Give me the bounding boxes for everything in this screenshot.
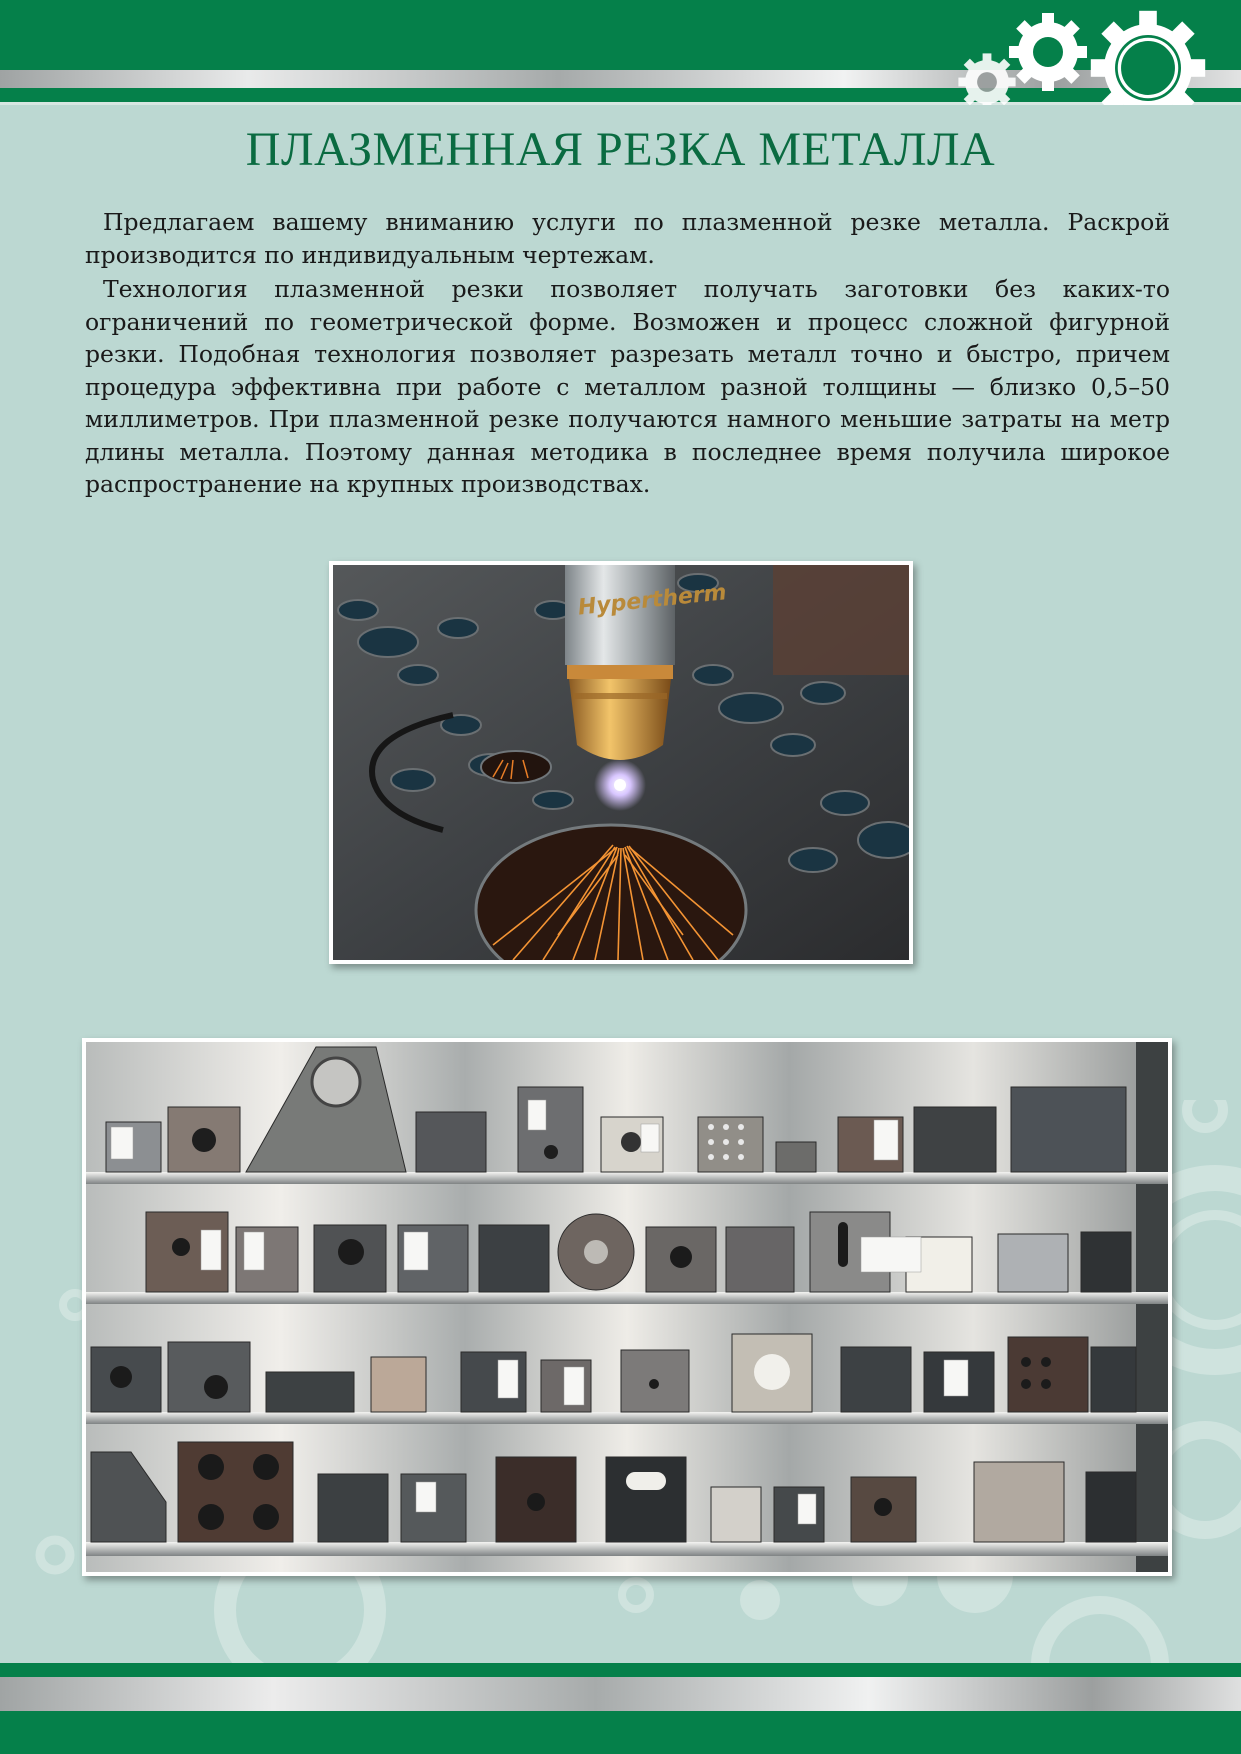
cut-parts-shelf-photo	[82, 1038, 1172, 1576]
footer-silver-band	[0, 1677, 1241, 1711]
body-text	[85, 206, 1170, 503]
torch-brand-label: Hypertherm	[576, 580, 728, 621]
header-gears-icon	[930, 0, 1241, 105]
footer-green-band	[0, 1711, 1241, 1754]
page-title: ПЛАЗМЕННАЯ РЕЗКА МЕТАЛЛА	[245, 123, 996, 176]
plasma-cutting-photo	[329, 561, 913, 964]
paragraph-technology: Технология плазменной резки позволяет получать заготовки без каких-то ограничений по геометрической форме. Возможен и процесс сложной фигурной резки. Подобная технология позволяет разрезать металл точно и быстро, причем процедура эффективна при работе с металлом разной толщины — близко 0,5–50 миллиметров. При плазменной резке получаются намного меньшие затраты на метр длины металла. Поэтому данная методика в последнее время получила широкое распространение на крупных производствах.	[85, 275, 1170, 498]
footer-green-strip	[0, 1663, 1241, 1677]
paragraph-intro: Предлагаем вашему вниманию услуги по плазменной резке металла. Раскрой производится по индивидуальным чертежам.	[85, 208, 1170, 269]
